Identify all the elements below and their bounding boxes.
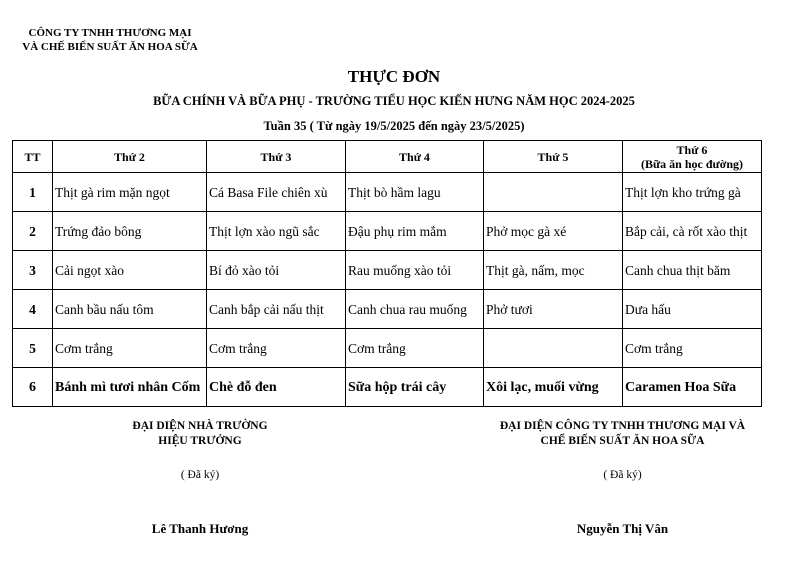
cell-thu3: Thịt lợn xào ngũ sắc [207,212,346,251]
header-thu6-label: Thứ 6 [676,142,708,157]
table-row [13,251,762,290]
table-row [13,173,762,212]
school-signed-note: ( Đã ký) [180,469,220,481]
header-thu3: Thứ 3 [207,141,346,173]
table-row [13,212,762,251]
header-thu2: Thứ 2 [53,141,207,173]
table-row [13,368,762,407]
cell-thu4: Đậu phụ rim mắm [346,212,484,251]
cell-thu2: Bánh mì tươi nhân Cốm [53,368,207,407]
cell-thu4: Thịt bò hầm lagu [346,173,484,212]
table-header-row [13,141,762,173]
header-tt: TT [13,141,53,173]
row-number: 2 [13,212,53,251]
cell-thu3: Bí đỏ xào tỏi [207,251,346,290]
menu-table [12,140,762,407]
cell-thu6: Cơm trắng [623,329,762,368]
cell-thu4: Sữa hộp trái cây [346,368,484,407]
cell-thu4: Cơm trắng [346,329,484,368]
cell-thu2: Cơm trắng [53,329,207,368]
cell-thu5: Thịt gà, nấm, mọc [484,251,623,290]
header-thu5: Thứ 5 [484,141,623,173]
company-signed-note: ( Đã ký) [603,469,642,481]
cell-thu2: Canh bầu nấu tôm [53,290,207,329]
cell-thu6: Dưa hấu [623,290,762,329]
school-signature-title-line2: HIỆU TRƯỞNG [158,435,242,447]
table-row [13,290,762,329]
cell-thu4: Rau muống xào tỏi [346,251,484,290]
cell-thu6: Caramen Hoa Sữa [623,368,762,407]
school-signature-title [60,419,340,449]
page-title: THỰC ĐƠN [347,67,441,86]
cell-thu2: Thịt gà rim mặn ngọt [53,173,207,212]
school-signer-name: Lê Thanh Hương [151,521,249,536]
row-number: 1 [13,173,53,212]
page-subtitle: BỮA CHÍNH VÀ BỮA PHỤ - TRƯỜNG TIỂU HỌC KIẾN HƯNG NĂM HỌC 2024-2025 [153,94,635,108]
school-signature-title-line1: ĐẠI DIỆN NHÀ TRƯỜNG [132,420,268,432]
row-number: 5 [13,329,53,368]
cell-thu5 [484,173,623,212]
cell-thu6: Canh chua thịt băm [623,251,762,290]
cell-thu5: Phở mọc gà xé [484,212,623,251]
cell-thu6: Bắp cải, cà rốt xào thịt [623,212,762,251]
company-name-line1: CÔNG TY TNHH THƯƠNG MẠI [28,27,192,39]
cell-thu6: Thịt lợn kho trứng gà [623,173,762,212]
cell-thu3: Canh bắp cải nấu thịt [207,290,346,329]
company-signature-title [460,419,785,449]
header-thu6 [623,141,762,173]
week-range: Tuần 35 ( Từ ngày 19/5/2025 đến ngày 23/5/2025) [263,119,525,133]
cell-thu3: Chè đỗ đen [207,368,346,407]
row-number: 6 [13,368,53,407]
company-signer-name: Nguyễn Thị Vân [576,521,669,536]
row-number: 3 [13,251,53,290]
cell-thu5: Xôi lạc, muối vừng [484,368,623,407]
cell-thu4: Canh chua rau muống [346,290,484,329]
row-number: 4 [13,290,53,329]
company-name-line2: VÀ CHẾ BIẾN SUẤT ĂN HOA SỮA [22,41,198,53]
company-name [10,26,210,54]
cell-thu5 [484,329,623,368]
header-thu6-note: (Bữa ăn học đường) [640,156,744,171]
company-signature-title-line1: ĐẠI DIỆN CÔNG TY TNHH THƯƠNG MẠI VÀ [499,420,746,432]
cell-thu2: Trứng đảo bông [53,212,207,251]
cell-thu3: Cá Basa File chiên xù [207,173,346,212]
company-signature-title-line2: CHẾ BIẾN SUẤT ĂN HOA SỮA [540,435,705,447]
cell-thu5: Phở tươi [484,290,623,329]
header-thu4: Thứ 4 [346,141,484,173]
table-row [13,329,762,368]
cell-thu3: Cơm trắng [207,329,346,368]
cell-thu2: Cải ngọt xào [53,251,207,290]
